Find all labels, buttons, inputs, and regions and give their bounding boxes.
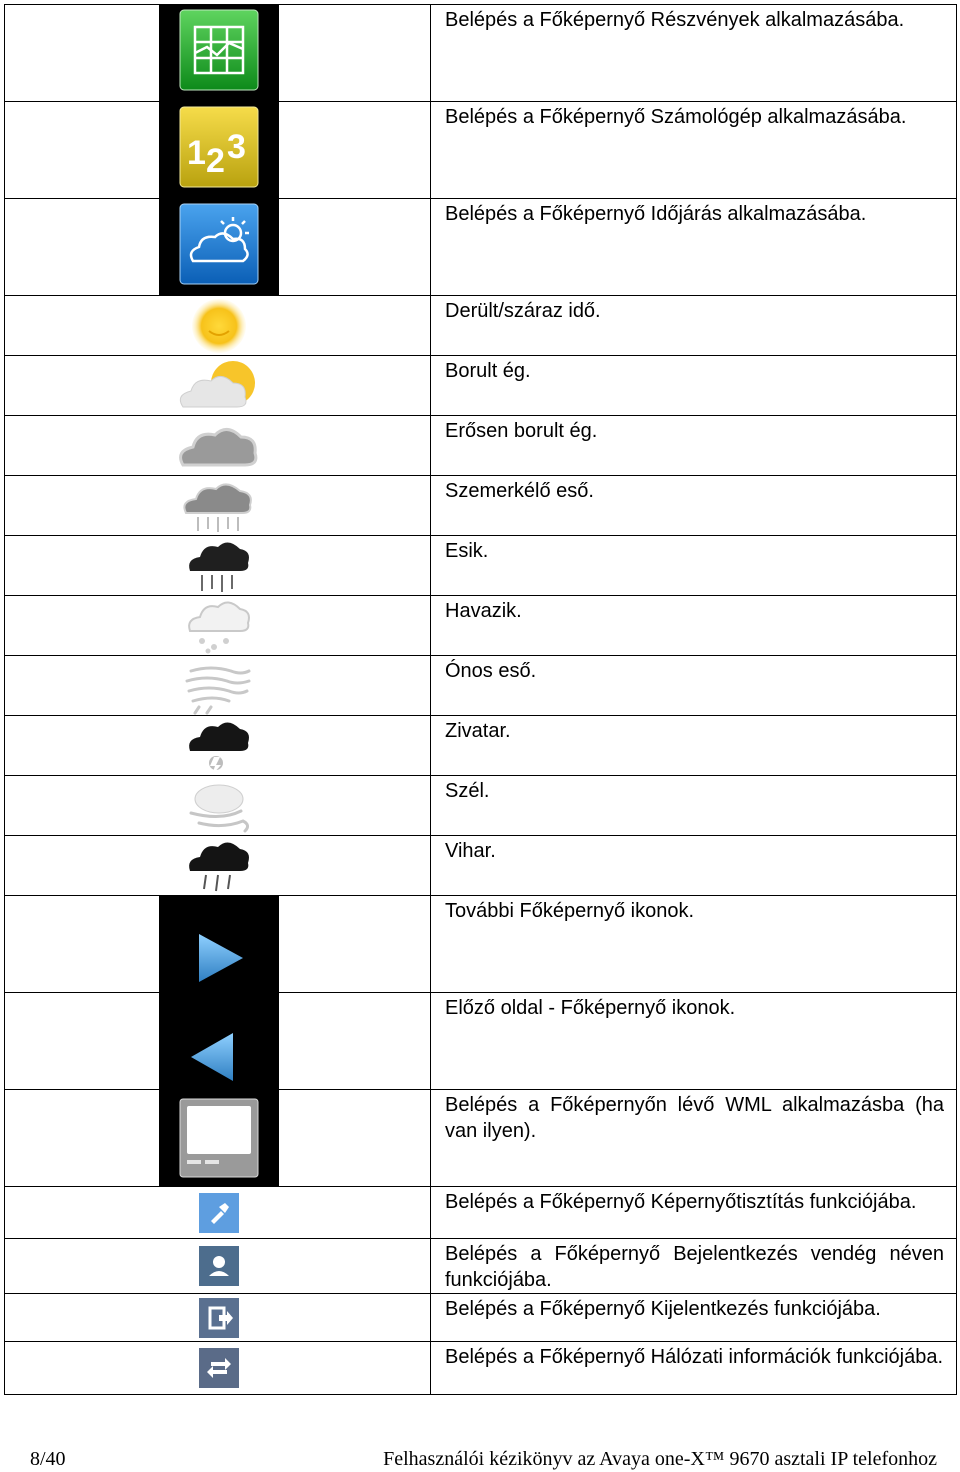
svg-text:1: 1 — [187, 134, 206, 172]
table-row — [5, 416, 957, 476]
table-row — [5, 1239, 957, 1294]
table-row — [5, 596, 957, 656]
table-row — [5, 993, 957, 1090]
table-row — [5, 896, 957, 993]
table-row — [5, 199, 957, 296]
row-description: Vihar. — [431, 836, 957, 896]
wml-app-icon — [179, 1098, 259, 1178]
row-description: Borult ég. — [431, 356, 957, 416]
table-row — [5, 1090, 957, 1187]
rain-icon — [184, 537, 254, 595]
row-description: Belépés a Főképernyő Kijelentkezés funkciójába. — [431, 1294, 957, 1342]
page-number: 8/40 — [30, 1448, 66, 1470]
weather-app-icon — [179, 203, 259, 285]
guest-login-icon — [199, 1246, 239, 1286]
row-description: Belépés a Főképernyő Időjárás alkalmazásába. — [431, 199, 957, 296]
table-row — [5, 836, 957, 896]
thunderstorm-icon — [184, 717, 254, 775]
table-row — [5, 1187, 957, 1239]
overcast-icon — [173, 417, 265, 475]
screen-cleaning-icon — [199, 1193, 239, 1233]
row-description: Derült/száraz idő. — [431, 296, 957, 356]
row-description: Szemerkélő eső. — [431, 476, 957, 536]
next-page-arrow-icon — [189, 928, 249, 988]
table-row — [5, 356, 957, 416]
table-row — [5, 1342, 957, 1395]
previous-page-arrow-icon — [189, 1027, 249, 1087]
row-description: Belépés a Főképernyő Részvények alkalmazásába. — [431, 5, 957, 102]
row-description: Ónos eső. — [431, 656, 957, 716]
row-description: Belépés a Főképernyő Bejelentkezés vendég néven funkciójába. — [431, 1239, 957, 1294]
row-description: Előző oldal - Főképernyő ikonok. — [431, 993, 957, 1090]
table-row — [5, 776, 957, 836]
row-description: Havazik. — [431, 596, 957, 656]
table-row — [5, 296, 957, 356]
svg-text:3: 3 — [227, 128, 246, 166]
table-row — [5, 102, 957, 199]
sleet-icon — [179, 657, 259, 715]
row-description: Belépés a Főképernyő Hálózati információk funkciójába. — [431, 1342, 957, 1395]
sunny-icon — [189, 297, 249, 355]
storm-icon — [184, 837, 254, 895]
partly-cloudy-icon — [173, 357, 265, 415]
row-description: Belépés a Főképernyő Képernyőtisztítás funkciójába. — [431, 1187, 957, 1239]
row-description: Esik. — [431, 536, 957, 596]
network-info-icon — [199, 1348, 239, 1388]
stocks-app-icon — [179, 9, 259, 91]
row-description: Belépés a Főképernyő Számológép alkalmazásába. — [431, 102, 957, 199]
row-description: Erősen borult ég. — [431, 416, 957, 476]
row-description: Zivatar. — [431, 716, 957, 776]
calculator-app-icon — [179, 106, 259, 188]
snow-icon — [184, 597, 254, 655]
drizzle-icon — [178, 477, 260, 535]
row-description: Belépés a Főképernyőn lévő WML alkalmazásba (ha van ilyen). — [431, 1090, 957, 1187]
document-title: Felhasználói kézikönyv az Avaya one-X™ 9670 asztali IP telefonhoz — [383, 1448, 937, 1470]
icon-table — [4, 4, 957, 1395]
table-row — [5, 1294, 957, 1342]
wind-icon — [179, 777, 259, 835]
table-row — [5, 536, 957, 596]
svg-text:2: 2 — [206, 142, 225, 180]
table-row — [5, 476, 957, 536]
table-row — [5, 716, 957, 776]
table-row — [5, 656, 957, 716]
table-row — [5, 5, 957, 102]
row-description: További Főképernyő ikonok. — [431, 896, 957, 993]
row-description: Szél. — [431, 776, 957, 836]
logout-icon — [199, 1298, 239, 1338]
